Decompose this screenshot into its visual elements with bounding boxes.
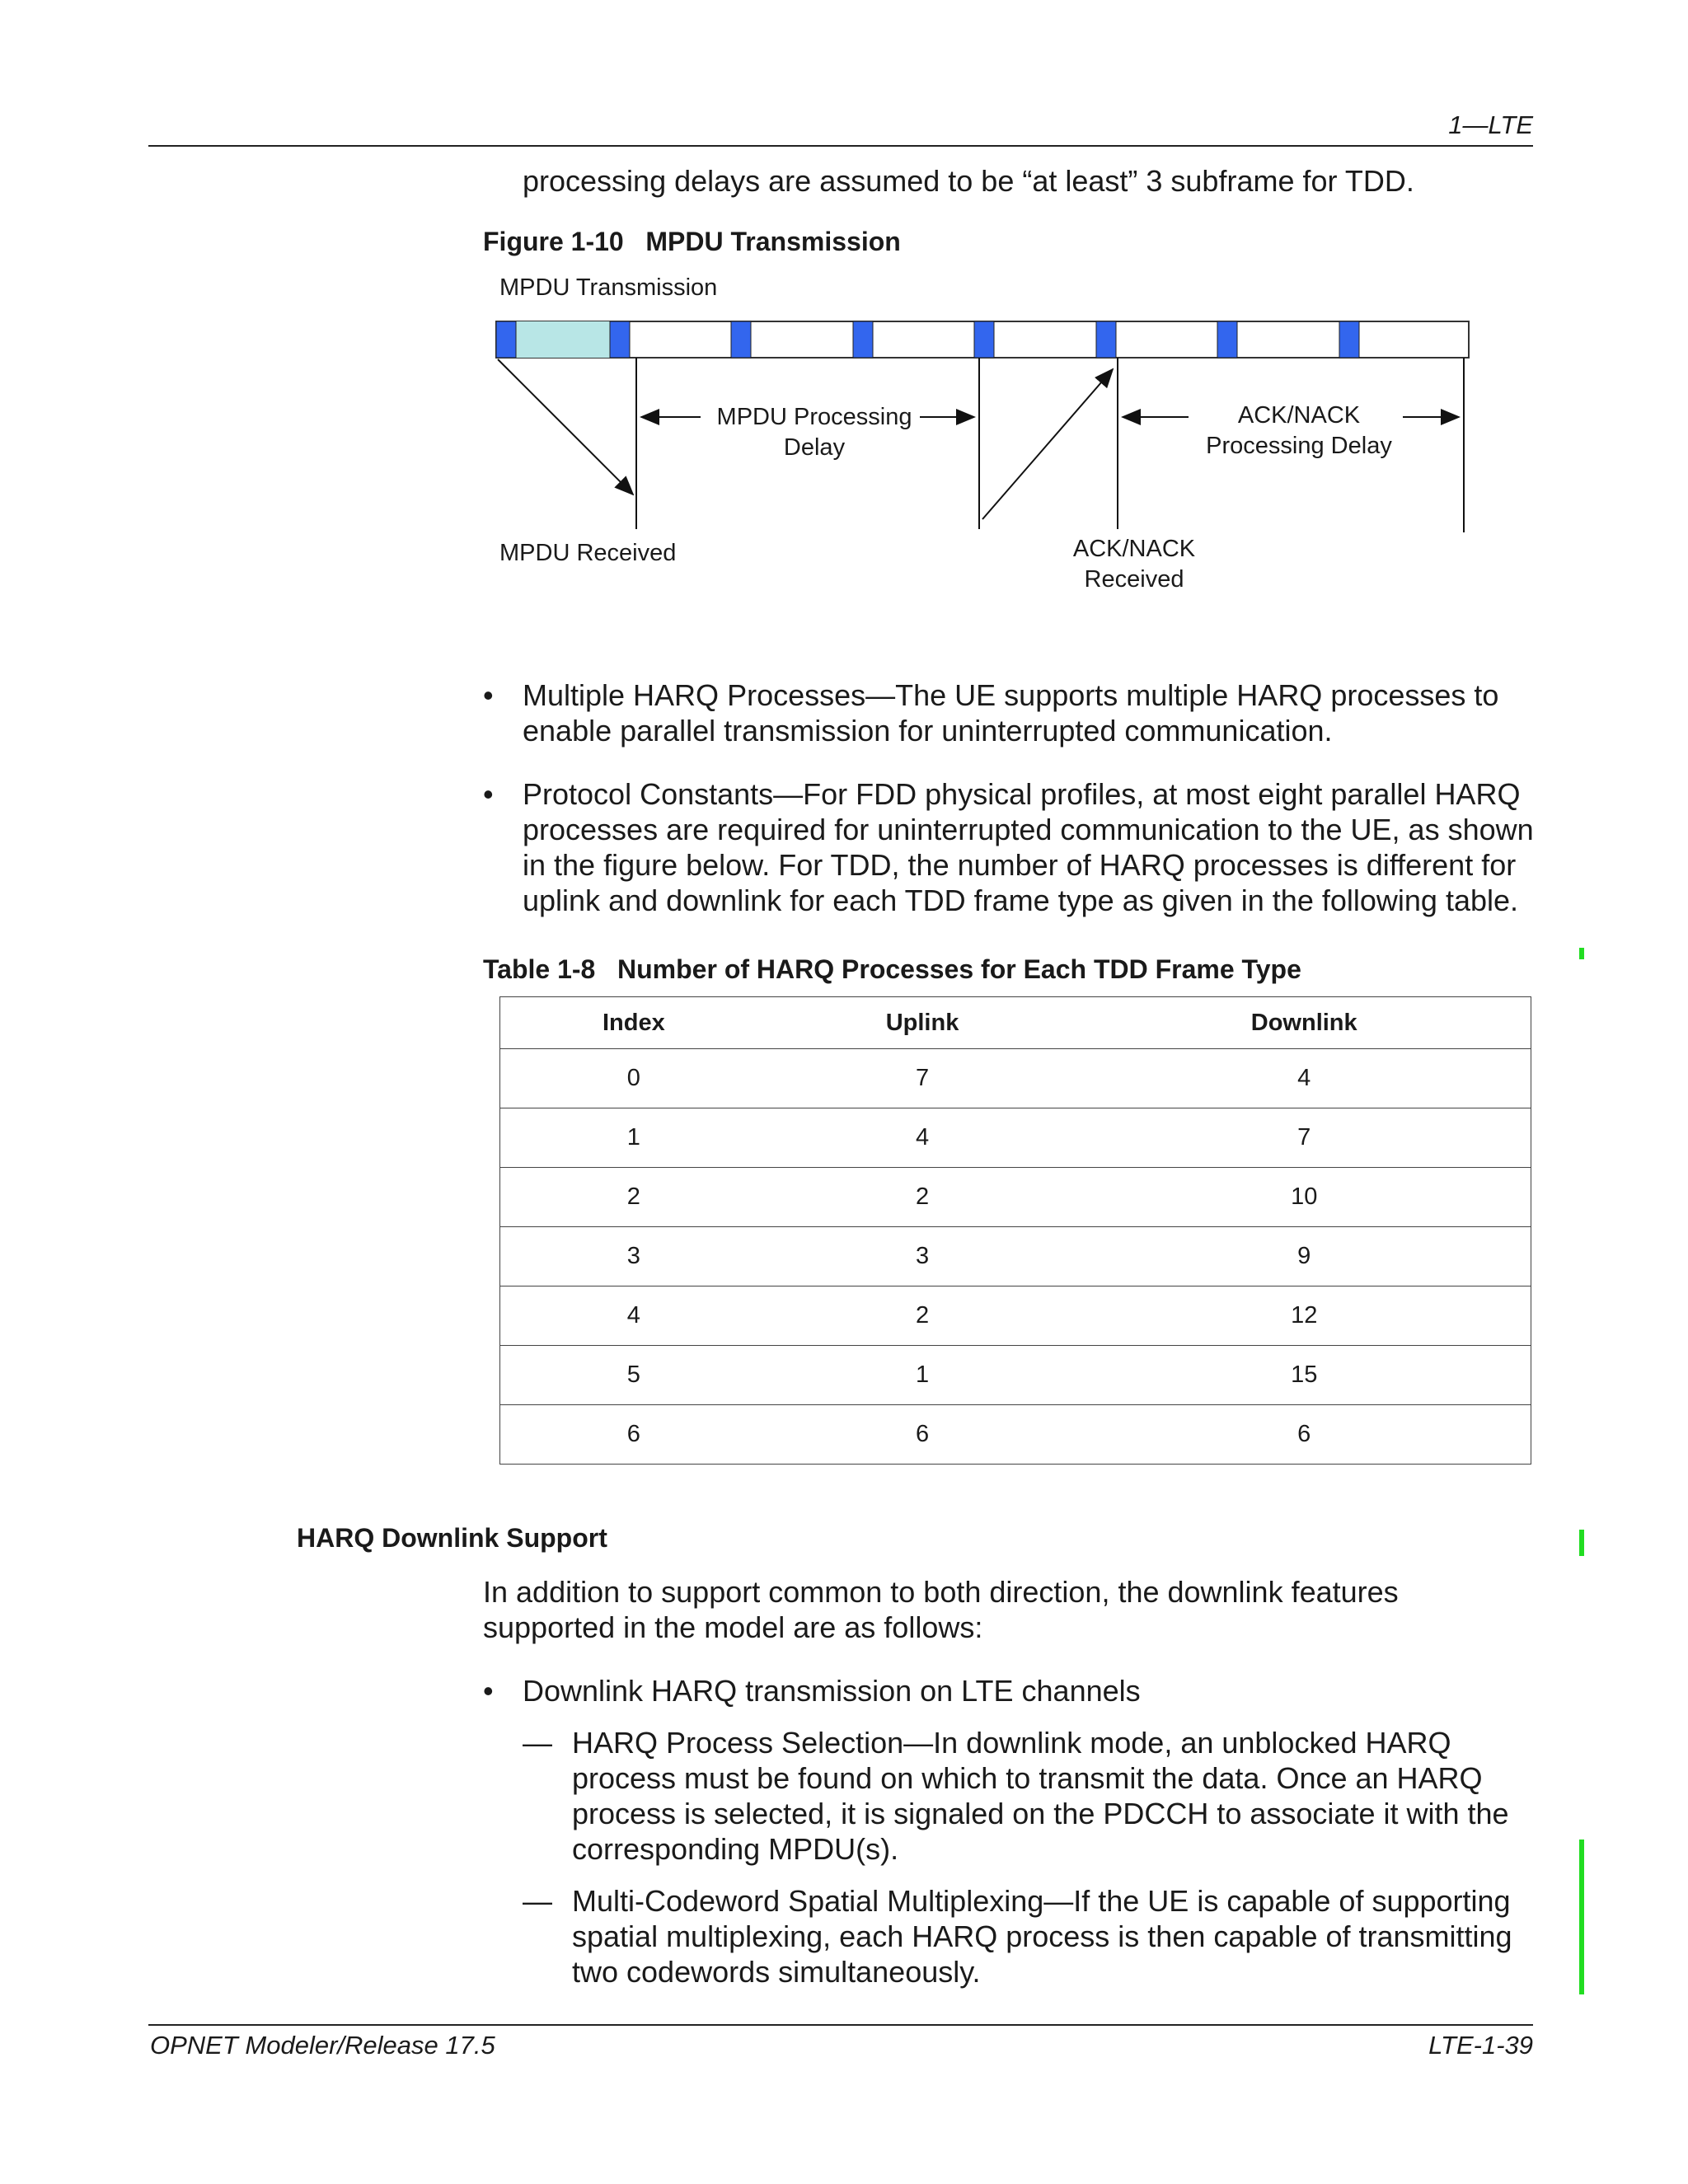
table-cell: 1: [767, 1346, 1078, 1405]
table-row: [500, 1286, 1531, 1346]
figure-title: MPDU Transmission: [499, 274, 718, 301]
table-row: [500, 1346, 1531, 1405]
intro-line: processing delays are assumed to be “at least” 3 subframe for TDD.: [523, 164, 1414, 198]
dash-marker: —: [523, 1884, 552, 1918]
subframe-marker: [496, 321, 516, 358]
table-row: [500, 1168, 1531, 1227]
table-row: [500, 1405, 1531, 1465]
running-header: 1—LTE: [1448, 110, 1533, 139]
column-header: Uplink: [767, 997, 1078, 1049]
bullet-marker: •: [483, 1674, 494, 1708]
table-cell: 2: [500, 1168, 767, 1227]
column-header: Downlink: [1077, 997, 1531, 1049]
table-row: [500, 1049, 1531, 1108]
bullet-protocol-constants: Protocol Constants—For FDD physical profiles, at most eight parallel HARQ processes are required for uninterrupted communication to the UE, as shown in the figure below. For TDD, the number of HARQ processes is different for uplink and downlink for each TDD frame type as given in the following table.: [523, 777, 1534, 917]
change-bar: [1579, 1530, 1584, 1556]
table-cell: 1: [500, 1108, 767, 1168]
mpdu-received-label: MPDU Received: [499, 540, 677, 566]
table-header-row: [500, 997, 1531, 1049]
bullet-multiple-harq: Multiple HARQ Processes—The UE supports multiple HARQ processes to enable parallel transmission for uninterrupted communication.: [523, 678, 1499, 748]
change-bar: [1579, 948, 1584, 959]
footer-page-number: LTE-1-39: [1428, 2031, 1533, 2060]
subitem-spatial-multiplexing: Multi-Codeword Spatial Multiplexing—If the UE is capable of supporting spatial multiplexing, each HARQ process is then capable of transmitting two codewords simultaneously.: [572, 1884, 1512, 1989]
table-cell: 12: [1077, 1286, 1531, 1346]
table-cell: 6: [767, 1405, 1078, 1465]
ack-processing-delay-label: Processing Delay: [1206, 433, 1392, 459]
ack-received-label-2: Received: [1084, 566, 1184, 593]
table-caption: Table 1-8 Number of HARQ Processes for Each TDD Frame Type: [483, 954, 1301, 984]
bullet-downlink-harq: Downlink HARQ transmission on LTE channels: [523, 1674, 1141, 1708]
section-heading: HARQ Downlink Support: [297, 1523, 607, 1553]
mpdu-transmit-arrow: [498, 359, 633, 494]
table-cell: 7: [1077, 1108, 1531, 1168]
ack-processing-label: ACK/NACK: [1237, 402, 1361, 429]
table-cell: 3: [767, 1227, 1078, 1286]
subframe-marker: [974, 321, 994, 358]
subframe-marker: [610, 321, 630, 358]
ack-transmit-arrow: [982, 369, 1113, 519]
timeline-bar: [496, 321, 1469, 358]
subframe-marker: [1096, 321, 1116, 358]
ack-received-label: ACK/NACK: [1072, 536, 1196, 562]
mpdu-payload-block: [516, 321, 610, 358]
dash-marker: —: [523, 1726, 552, 1760]
bullet-marker: •: [483, 777, 494, 811]
table-cell: 5: [500, 1346, 767, 1405]
harq-processes-table: [499, 996, 1531, 1465]
subframe-marker: [731, 321, 751, 358]
table-cell: 4: [1077, 1049, 1531, 1108]
table-cell: 2: [767, 1286, 1078, 1346]
table-row: [500, 1227, 1531, 1286]
subframe-marker: [1217, 321, 1237, 358]
table-cell: 15: [1077, 1346, 1531, 1405]
table-cell: 2: [767, 1168, 1078, 1227]
table-cell: 6: [1077, 1405, 1531, 1465]
table-cell: 0: [500, 1049, 767, 1108]
subitem-process-selection: HARQ Process Selection—In downlink mode, an unblocked HARQ process must be found on which to transmit the data. Once an HARQ process is selected, it is signaled on the PDCCH to associate it with the corresponding MPDU(s).: [572, 1726, 1509, 1866]
table-cell: 3: [500, 1227, 767, 1286]
section-paragraph: In addition to support common to both direction, the downlink features supported in the model are as follows:: [483, 1575, 1399, 1644]
table-cell: 6: [500, 1405, 767, 1465]
footer-product: OPNET Modeler/Release 17.5: [150, 2031, 495, 2060]
table-row: [500, 1108, 1531, 1168]
figure-caption: Figure 1-10 MPDU Transmission: [483, 227, 901, 256]
mpdu-transmission-diagram: [486, 272, 1492, 602]
change-bar: [1579, 1840, 1584, 1994]
table-cell: 9: [1077, 1227, 1531, 1286]
subframe-marker: [853, 321, 873, 358]
footer-rule: [148, 2024, 1533, 2026]
table-cell: 4: [500, 1286, 767, 1346]
header-rule: [148, 145, 1533, 147]
mpdu-delay-label: Delay: [783, 434, 846, 461]
mpdu-processing-label: MPDU Processing: [716, 404, 912, 430]
subframe-marker: [1339, 321, 1359, 358]
bullet-marker: •: [483, 678, 494, 712]
column-header: Index: [500, 997, 767, 1049]
table-cell: 7: [767, 1049, 1078, 1108]
table-cell: 4: [767, 1108, 1078, 1168]
table-cell: 10: [1077, 1168, 1531, 1227]
